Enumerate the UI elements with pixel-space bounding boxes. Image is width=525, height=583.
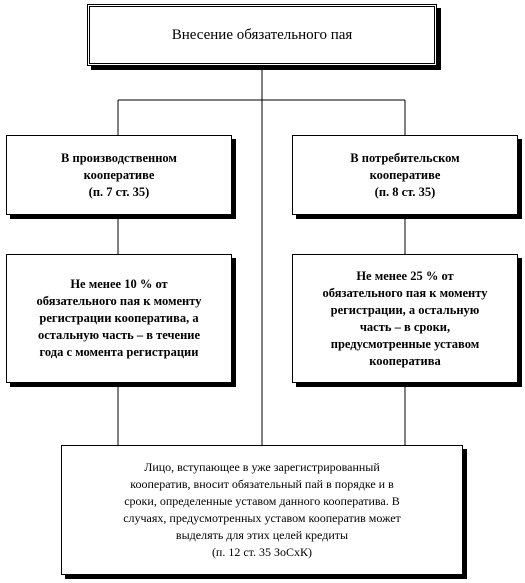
new-member-line5: выделять для этих целей кредиты <box>175 528 349 542</box>
production-share-line4: остальную часть – в течение <box>37 328 201 342</box>
production-cooperative-line2: кооперативе <box>83 167 155 182</box>
consumer-cooperative-line1: В потребительском <box>350 150 460 165</box>
production-share-line5: года с момента регистрации <box>39 345 199 359</box>
production-share-line1: Не менее 10 % от <box>70 277 168 291</box>
new-member-ref: (п. 12 ст. 35 ЗоСхК) <box>211 545 313 559</box>
consumer-share-line6: кооператива <box>369 353 441 368</box>
production-cooperative-line1: В производственном <box>61 150 177 165</box>
consumer-share-line4: часть – в сроки, <box>359 319 451 334</box>
new-member-line4: случаях, предусмотренных уставом кооператив может <box>123 511 401 525</box>
title-text: Внесение обязательного пая <box>171 26 353 43</box>
new-member-line2: кооператив, вносит обязательный пай в порядке и в <box>130 477 394 491</box>
consumer-share-line2: обязательного пая к моменту <box>322 285 488 300</box>
title-box <box>87 4 437 66</box>
consumer-share-line1: Не менее 25 % от <box>356 268 454 283</box>
production-cooperative-box <box>6 135 232 215</box>
production-share-line2: обязательного пая к моменту <box>36 294 202 308</box>
consumer-cooperative-box <box>292 135 518 215</box>
consumer-share-line5: предусмотренные уставом <box>330 336 480 351</box>
production-share-box <box>6 254 232 383</box>
consumer-cooperative-ref: (п. 8 ст. 35) <box>374 184 436 199</box>
production-cooperative-ref: (п. 7 ст. 35) <box>88 184 150 199</box>
new-member-box <box>61 445 463 575</box>
consumer-share-line3: регистрации, а остальную <box>330 302 480 317</box>
consumer-cooperative-line2: кооперативе <box>369 167 441 182</box>
new-member-line3: сроки, определенные уставом данного кооператива. В <box>124 494 400 508</box>
new-member-line1: Лицо, вступающее в уже зарегистрированный <box>144 460 380 474</box>
consumer-share-box <box>292 254 518 383</box>
production-share-line3: регистрации кооператива, а <box>39 311 199 325</box>
